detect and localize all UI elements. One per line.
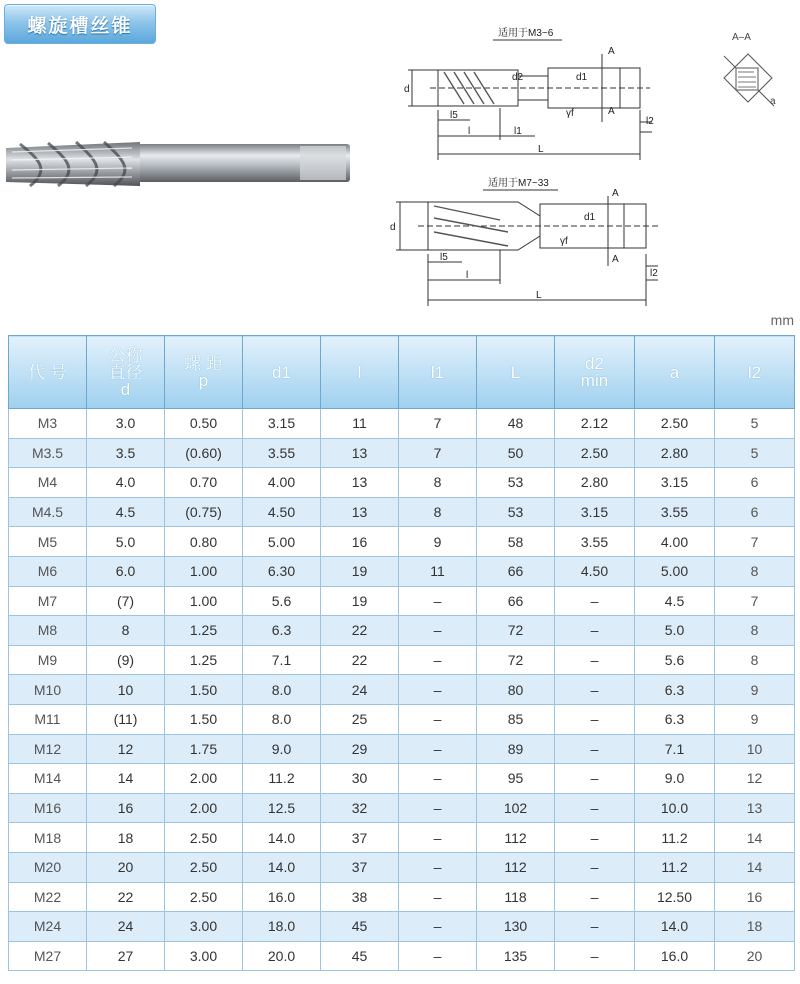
cell-a: 11.2: [635, 852, 715, 882]
header-line: L: [510, 362, 521, 382]
cell-d1: 3.15: [243, 409, 321, 439]
cell-d1: 12.5: [243, 793, 321, 823]
table-row: [9, 556, 795, 586]
cell-d1: 7.1: [243, 645, 321, 675]
cell-L: 89: [477, 734, 555, 764]
cell-L: 102: [477, 793, 555, 823]
cell-d2-min: –: [555, 823, 635, 853]
cell-nominal-diameter: 22: [87, 882, 165, 912]
cell-d1: 14.0: [243, 852, 321, 882]
cell-d1: 9.0: [243, 734, 321, 764]
cell-l1: –: [399, 586, 477, 616]
cell-l1: –: [399, 852, 477, 882]
cell-nominal-diameter: 14: [87, 764, 165, 794]
cell-nominal-diameter: 10: [87, 675, 165, 705]
cell-l: 22: [321, 645, 399, 675]
cell-l1: –: [399, 764, 477, 794]
cell-nominal-diameter: 18: [87, 823, 165, 853]
page-title: 螺旋槽丝锥: [27, 14, 133, 37]
cell-L: 72: [477, 645, 555, 675]
cell-l: 37: [321, 823, 399, 853]
cell-a: 6.3: [635, 675, 715, 705]
cell-d2-min: 2.80: [555, 468, 635, 498]
cell-d2-min: –: [555, 675, 635, 705]
table-row: [9, 645, 795, 675]
cell-d2-min: 2.12: [555, 409, 635, 439]
top-label-d1: d1: [576, 72, 588, 83]
header-line: 直径: [108, 362, 143, 382]
cell-pitch: 2.50: [165, 852, 243, 882]
cell-pitch: 1.50: [165, 675, 243, 705]
header-line: a: [669, 362, 680, 382]
cell-l: 22: [321, 616, 399, 646]
cell-code: M20: [9, 852, 87, 882]
table-row: [9, 586, 795, 616]
cell-L: 95: [477, 764, 555, 794]
cell-pitch: 1.00: [165, 586, 243, 616]
cell-l2: 7: [715, 586, 795, 616]
cell-pitch: 1.75: [165, 734, 243, 764]
cell-nominal-diameter: 12: [87, 734, 165, 764]
header-d1: [243, 336, 321, 409]
cell-L: 48: [477, 409, 555, 439]
cell-d1: 14.0: [243, 823, 321, 853]
table-row: [9, 438, 795, 468]
cell-nominal-diameter: 24: [87, 912, 165, 942]
cell-l2: 18: [715, 912, 795, 942]
cell-code: M27: [9, 941, 87, 971]
cell-l1: –: [399, 645, 477, 675]
cell-l2: 8: [715, 645, 795, 675]
header-line: l1: [430, 362, 445, 382]
cell-d2-min: 2.50: [555, 438, 635, 468]
cell-l: 13: [321, 468, 399, 498]
header-line: d1: [272, 362, 291, 382]
cell-nominal-diameter: (7): [87, 586, 165, 616]
cell-a: 12.50: [635, 882, 715, 912]
bottom-label-d: d: [390, 222, 396, 233]
cell-l1: –: [399, 734, 477, 764]
title-badge: [4, 4, 156, 44]
drawing-bottom-caption: 适用于M7~33: [488, 178, 549, 189]
header-d2-min: [555, 336, 635, 409]
cell-l2: 16: [715, 882, 795, 912]
header-line: 代 号: [28, 362, 67, 382]
cell-pitch: 2.00: [165, 764, 243, 794]
cell-l: 37: [321, 852, 399, 882]
top-label-d2: d2: [512, 72, 524, 83]
bottom-label-l: l: [466, 270, 469, 281]
table-row: [9, 941, 795, 971]
cell-l2: 5: [715, 438, 795, 468]
cell-l1: –: [399, 793, 477, 823]
cell-L: 72: [477, 616, 555, 646]
bottom-label-gamma: γf: [560, 236, 568, 247]
bottom-label-d1: d1: [584, 212, 596, 223]
cell-l2: 5: [715, 409, 795, 439]
spec-table: [8, 335, 795, 971]
cell-d1: 20.0: [243, 941, 321, 971]
cell-code: M9: [9, 645, 87, 675]
cell-nominal-diameter: 8: [87, 616, 165, 646]
cell-code: M10: [9, 675, 87, 705]
cell-pitch: 2.50: [165, 823, 243, 853]
header-line: d2: [585, 354, 604, 373]
cell-d2-min: –: [555, 616, 635, 646]
cell-l2: 20: [715, 941, 795, 971]
header-l1: [399, 336, 477, 409]
bottom-label-a2: A: [612, 254, 619, 265]
cell-l1: 9: [399, 527, 477, 557]
cell-pitch: 1.25: [165, 645, 243, 675]
cell-d1: 6.30: [243, 556, 321, 586]
cell-L: 66: [477, 586, 555, 616]
cell-code: M16: [9, 793, 87, 823]
table-row: [9, 852, 795, 882]
cell-nominal-diameter: 4.5: [87, 497, 165, 527]
cell-pitch: 1.50: [165, 704, 243, 734]
cell-L: 53: [477, 468, 555, 498]
top-label-l1: l1: [514, 126, 522, 137]
cell-pitch: 0.70: [165, 468, 243, 498]
cell-d2-min: 3.55: [555, 527, 635, 557]
cell-d1: 4.50: [243, 497, 321, 527]
header-L: [477, 336, 555, 409]
table-row: [9, 793, 795, 823]
cell-d1: 5.00: [243, 527, 321, 557]
cell-pitch: 3.00: [165, 912, 243, 942]
bottom-label-l2: l2: [650, 268, 658, 279]
cell-d2-min: –: [555, 764, 635, 794]
cell-code: M11: [9, 704, 87, 734]
table-row: [9, 616, 795, 646]
cell-L: 58: [477, 527, 555, 557]
cell-L: 80: [477, 675, 555, 705]
table-row: [9, 468, 795, 498]
section-label-a: a: [770, 96, 776, 107]
cell-L: 112: [477, 823, 555, 853]
header-l: [321, 336, 399, 409]
cell-d1: 18.0: [243, 912, 321, 942]
cell-l2: 9: [715, 704, 795, 734]
cell-a: 2.80: [635, 438, 715, 468]
cell-pitch: 0.50: [165, 409, 243, 439]
cell-nominal-diameter: 3.5: [87, 438, 165, 468]
cell-code: M4.5: [9, 497, 87, 527]
table-row: [9, 882, 795, 912]
cell-l: 24: [321, 675, 399, 705]
cell-L: 112: [477, 852, 555, 882]
cell-l2: 7: [715, 527, 795, 557]
cell-code: M7: [9, 586, 87, 616]
cell-l: 38: [321, 882, 399, 912]
cell-l1: –: [399, 675, 477, 705]
cell-pitch: 2.00: [165, 793, 243, 823]
table-row: [9, 823, 795, 853]
cell-l: 13: [321, 497, 399, 527]
cell-a: 5.6: [635, 645, 715, 675]
cell-l1: –: [399, 616, 477, 646]
table-row: [9, 734, 795, 764]
cell-a: 6.3: [635, 704, 715, 734]
tap-photo: [0, 130, 360, 200]
table-row: [9, 497, 795, 527]
cell-d1: 11.2: [243, 764, 321, 794]
cell-pitch: (0.75): [165, 497, 243, 527]
header-nominal-diameter: [87, 336, 165, 409]
cell-l1: –: [399, 704, 477, 734]
cell-pitch: 0.80: [165, 527, 243, 557]
cell-l1: –: [399, 941, 477, 971]
cell-l2: 10: [715, 734, 795, 764]
header-line: 公称: [108, 345, 143, 365]
top-label-L: L: [538, 144, 544, 155]
cell-d1: 8.0: [243, 675, 321, 705]
cell-nominal-diameter: 5.0: [87, 527, 165, 557]
cell-a: 5.00: [635, 556, 715, 586]
cell-l2: 9: [715, 675, 795, 705]
bottom-label-a1: A: [612, 188, 619, 199]
cell-a: 11.2: [635, 823, 715, 853]
cell-l: 29: [321, 734, 399, 764]
cell-a: 3.15: [635, 468, 715, 498]
cell-d2-min: –: [555, 586, 635, 616]
cell-pitch: 3.00: [165, 941, 243, 971]
cell-d2-min: 4.50: [555, 556, 635, 586]
header-line: p: [198, 371, 209, 390]
cell-code: M3: [9, 409, 87, 439]
cell-code: M3.5: [9, 438, 87, 468]
table-row: [9, 704, 795, 734]
cell-a: 4.5: [635, 586, 715, 616]
cell-l1: 8: [399, 497, 477, 527]
unit-label: mm: [770, 312, 794, 328]
cell-code: M4: [9, 468, 87, 498]
top-label-a2: A: [608, 106, 615, 117]
cell-nominal-diameter: (11): [87, 704, 165, 734]
table-row: [9, 527, 795, 557]
cell-d1: 5.6: [243, 586, 321, 616]
cell-nominal-diameter: 16: [87, 793, 165, 823]
cell-a: 14.0: [635, 912, 715, 942]
cell-L: 66: [477, 556, 555, 586]
header-line: 螺 距: [184, 354, 223, 373]
cell-l: 19: [321, 586, 399, 616]
top-label-a1: A: [608, 46, 615, 57]
cell-a: 3.55: [635, 497, 715, 527]
cell-l: 13: [321, 438, 399, 468]
header-row: [9, 336, 795, 409]
cell-l2: 13: [715, 793, 795, 823]
cell-code: M22: [9, 882, 87, 912]
cell-l2: 12: [715, 764, 795, 794]
header-line: d: [120, 379, 131, 399]
cell-nominal-diameter: 3.0: [87, 409, 165, 439]
cell-nominal-diameter: 6.0: [87, 556, 165, 586]
cell-code: M6: [9, 556, 87, 586]
table-body: [9, 409, 795, 971]
cell-pitch: (0.60): [165, 438, 243, 468]
cell-l1: –: [399, 912, 477, 942]
cell-l1: –: [399, 823, 477, 853]
cell-a: 9.0: [635, 764, 715, 794]
cell-pitch: 1.00: [165, 556, 243, 586]
cell-d1: 4.00: [243, 468, 321, 498]
table-row: [9, 675, 795, 705]
cell-d2-min: –: [555, 645, 635, 675]
cell-a: 5.0: [635, 616, 715, 646]
header-line: l2: [747, 362, 762, 382]
header-a: [635, 336, 715, 409]
cell-L: 85: [477, 704, 555, 734]
cell-l: 19: [321, 556, 399, 586]
cell-d2-min: –: [555, 882, 635, 912]
cell-l2: 6: [715, 497, 795, 527]
header-line: l: [357, 362, 362, 382]
cell-d1: 6.3: [243, 616, 321, 646]
cell-a: 10.0: [635, 793, 715, 823]
cell-d2-min: 3.15: [555, 497, 635, 527]
cell-a: 4.00: [635, 527, 715, 557]
cell-l: 45: [321, 941, 399, 971]
cell-l2: 6: [715, 468, 795, 498]
drawing-top-caption: 适用于M3~6: [498, 28, 554, 39]
top-label-l: l: [468, 126, 471, 137]
section-caption: A–A: [732, 32, 751, 43]
cell-l: 11: [321, 409, 399, 439]
cell-d1: 3.55: [243, 438, 321, 468]
bottom-label-l5: l5: [440, 252, 448, 263]
cell-l1: –: [399, 882, 477, 912]
cell-l: 32: [321, 793, 399, 823]
table-header: [9, 336, 795, 409]
cell-l1: 7: [399, 438, 477, 468]
top-label-gamma: γf: [566, 108, 574, 119]
cell-d2-min: –: [555, 941, 635, 971]
bottom-label-L: L: [536, 290, 542, 301]
cell-nominal-diameter: 27: [87, 941, 165, 971]
cell-pitch: 2.50: [165, 882, 243, 912]
cell-d1: 16.0: [243, 882, 321, 912]
header-line: min: [580, 371, 609, 390]
cell-code: M18: [9, 823, 87, 853]
technical-drawing: [390, 10, 710, 310]
cell-l2: 14: [715, 823, 795, 853]
cell-l: 30: [321, 764, 399, 794]
cell-d1: 8.0: [243, 704, 321, 734]
header-pitch: [165, 336, 243, 409]
table-row: [9, 764, 795, 794]
cell-d2-min: –: [555, 704, 635, 734]
cell-l: 16: [321, 527, 399, 557]
cell-l: 45: [321, 912, 399, 942]
top-label-l2: l2: [646, 116, 654, 127]
cell-code: M8: [9, 616, 87, 646]
cell-l2: 8: [715, 616, 795, 646]
cell-nominal-diameter: 4.0: [87, 468, 165, 498]
cell-L: 53: [477, 497, 555, 527]
cell-l1: 11: [399, 556, 477, 586]
cell-a: 7.1: [635, 734, 715, 764]
cell-l2: 14: [715, 852, 795, 882]
table-row: [9, 409, 795, 439]
cell-code: M24: [9, 912, 87, 942]
cell-a: 2.50: [635, 409, 715, 439]
cell-d2-min: –: [555, 912, 635, 942]
cell-L: 50: [477, 438, 555, 468]
cell-d2-min: –: [555, 852, 635, 882]
section-view-drawing: [718, 30, 788, 120]
cell-l1: 8: [399, 468, 477, 498]
cell-code: M12: [9, 734, 87, 764]
cell-l: 25: [321, 704, 399, 734]
header-code: [9, 336, 87, 409]
cell-d2-min: –: [555, 793, 635, 823]
top-label-d: d: [404, 84, 410, 95]
cell-l1: 7: [399, 409, 477, 439]
cell-d2-min: –: [555, 734, 635, 764]
table-row: [9, 912, 795, 942]
cell-l2: 8: [715, 556, 795, 586]
cell-code: M14: [9, 764, 87, 794]
cell-L: 118: [477, 882, 555, 912]
cell-nominal-diameter: 20: [87, 852, 165, 882]
top-label-l5: l5: [450, 110, 458, 121]
cell-nominal-diameter: (9): [87, 645, 165, 675]
cell-pitch: 1.25: [165, 616, 243, 646]
header-l2: [715, 336, 795, 409]
cell-L: 135: [477, 941, 555, 971]
cell-code: M5: [9, 527, 87, 557]
cell-a: 16.0: [635, 941, 715, 971]
cell-L: 130: [477, 912, 555, 942]
